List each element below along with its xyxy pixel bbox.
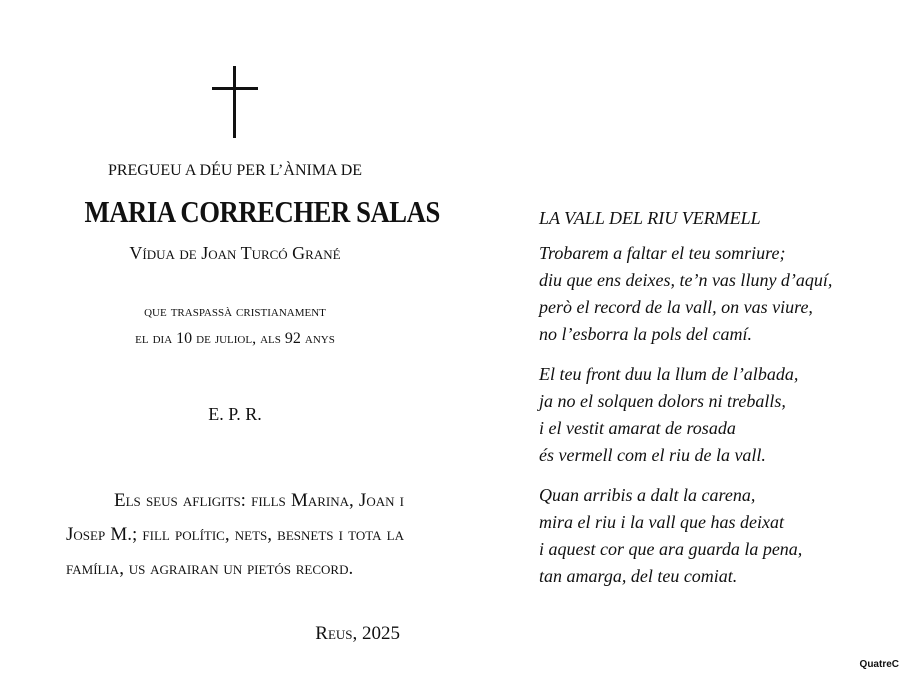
widow-line: Vídua de Joan Turcó Grané	[129, 243, 341, 263]
cross-horizontal-bar	[212, 87, 258, 90]
poem-line: Trobarem a faltar el teu somriure;	[539, 243, 786, 263]
printer-signature: QuatreC	[859, 659, 899, 670]
place-date: Reus, 2025	[315, 623, 400, 644]
epr-line: E. P. R.	[208, 404, 262, 424]
poem-stanza-1	[539, 240, 899, 348]
poem-line: tan amarga, del teu comiat.	[539, 566, 738, 586]
poem-line: és vermell com el riu de la vall.	[539, 445, 766, 465]
deceased-name: MARIA CORRECHER SALAS	[84, 194, 440, 229]
poem-line: ja no el solquen dolors ni treballs,	[539, 391, 786, 411]
poem-line: El teu front duu la llum de l’albada,	[539, 364, 799, 384]
prayer-request: PREGUEU A DÉU PER L’ÀNIMA DE	[107, 162, 363, 179]
poem-line: no l’esborra la pols del camí.	[539, 324, 752, 344]
poem	[539, 205, 899, 603]
poem-line: però el record de la vall, on vas viure,	[539, 297, 813, 317]
family-text: Els seus afligits: fills Marina, Joan i Josep M.; fill polític, nets, besnets i tota la família, us agrairan un pietós record.	[66, 490, 404, 579]
poem-line: i el vestit amarat de rosada	[539, 418, 736, 438]
cross-icon	[212, 66, 258, 140]
poem-title: LA VALL DEL RIU VERMELL	[539, 208, 761, 228]
cross-vertical-bar	[233, 66, 236, 138]
poem-line: i aquest cor que ara guarda la pena,	[539, 539, 803, 559]
poem-line: Quan arribis a dalt la carena,	[539, 485, 756, 505]
death-line-1: que traspassà cristianament	[144, 303, 326, 320]
poem-line: mira el riu i la vall que has deixat	[539, 512, 784, 532]
poem-line: diu que ens deixes, te’n vas lluny d’aquí,	[539, 270, 833, 290]
poem-stanza-3	[539, 482, 899, 590]
death-line-2: el dia 10 de juliol, als 92 anys	[135, 330, 335, 347]
poem-stanza-2	[539, 361, 899, 469]
